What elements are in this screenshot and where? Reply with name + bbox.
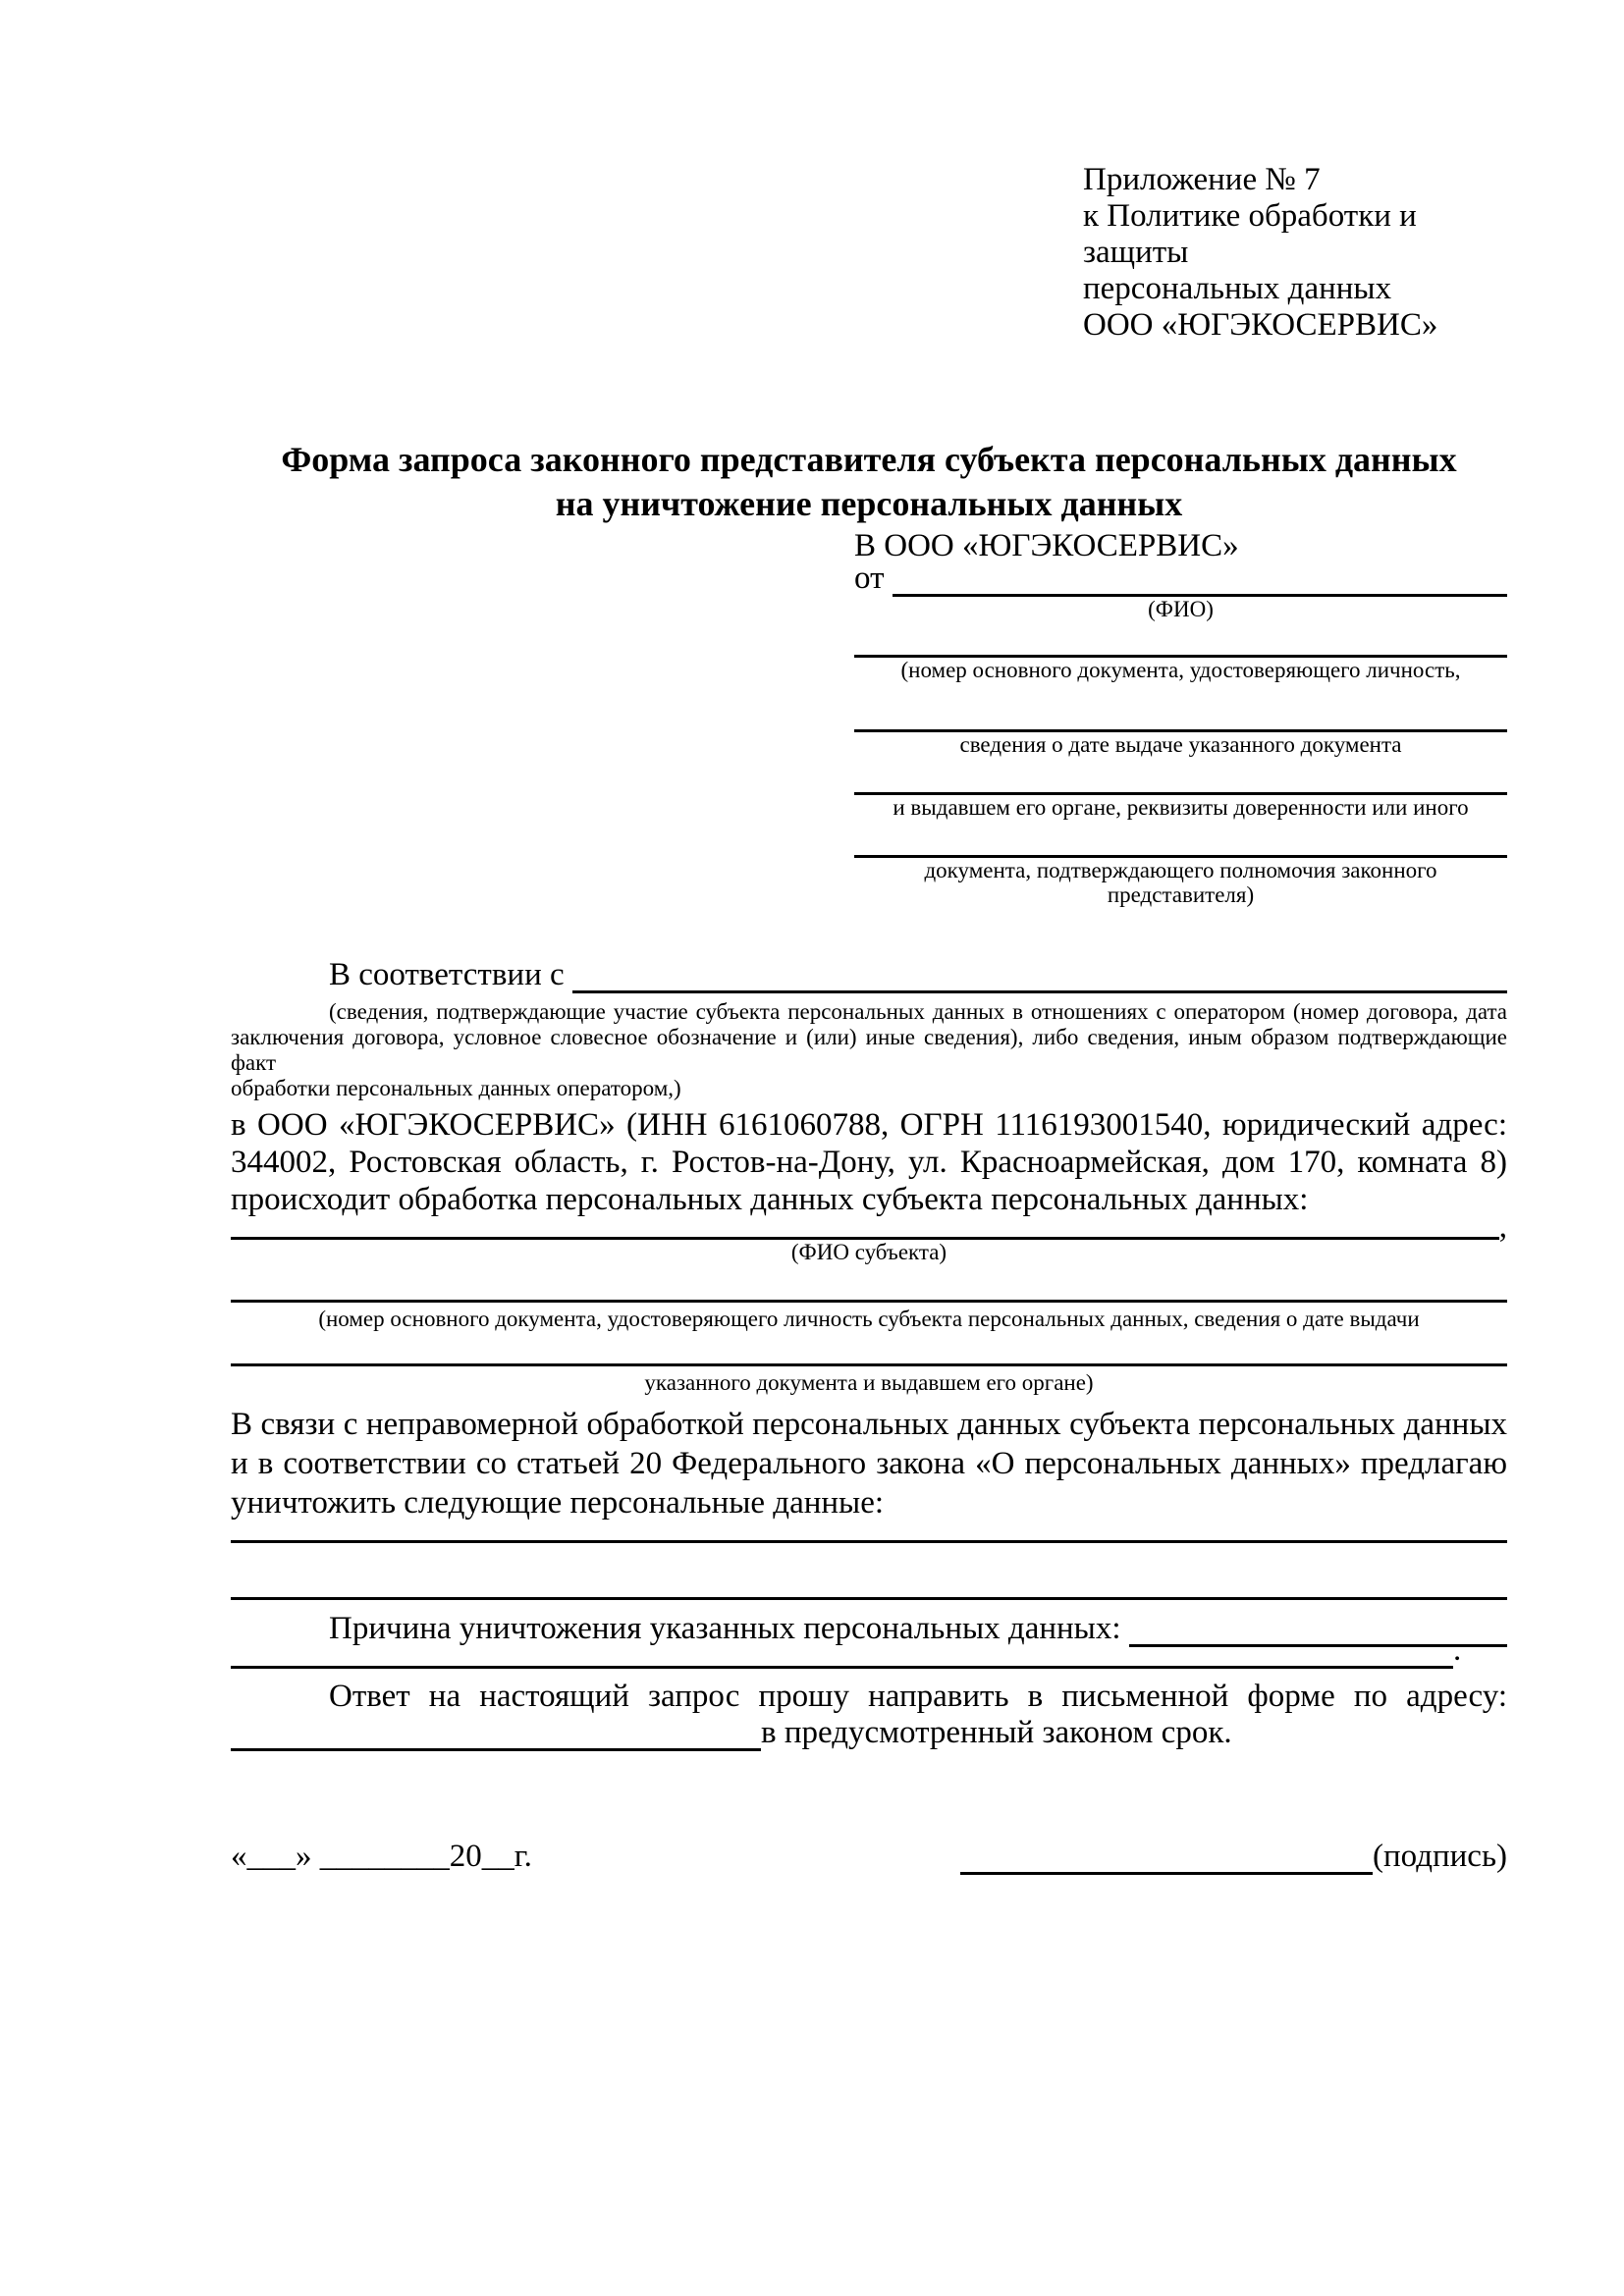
accordance-blank-line[interactable] [572, 958, 1507, 993]
representative-doc-field [854, 629, 1507, 682]
accordance-caption-line: заключения договора, условное словесное обозначение и (или) иные сведения), либо сведения, иным образом подтверждающие факт [231, 1025, 1507, 1075]
accordance-caption [231, 999, 1507, 1101]
accordance-row [231, 958, 1507, 993]
subject-doc-caption-line2: указанного документа и выдавшем его органе) [644, 1370, 1094, 1395]
subject-doc-blank-line[interactable] [231, 1300, 1507, 1303]
subject-fio-blank-line[interactable] [231, 1222, 1499, 1240]
from-row [854, 561, 1507, 597]
field-caption: и выдавшем его органе, реквизиты доверенности или иного [893, 795, 1469, 820]
from-label: от [854, 561, 893, 596]
appendix-line: Приложение № 7 [1083, 162, 1321, 197]
destruction-paragraph-line: В связи с неправомерной обработкой персональных данных субъекта персональных данных [231, 1407, 1507, 1442]
subject-doc-caption-line1: (номер основного документа, удостоверяющего личность субъекта персональных данных, сведения о дате выдачи [318, 1307, 1420, 1331]
answer-paragraph-line1: Ответ на настоящий запрос прошу направить в письменной форме по адресу: [329, 1679, 1507, 1714]
destruction-paragraph-line: уничтожить следующие персональные данные: [231, 1485, 885, 1521]
reason-label: Причина уничтожения указанных персональных данных: [329, 1611, 1129, 1646]
doc-issue-date-field [854, 704, 1507, 757]
representative-doc-blank-line[interactable] [854, 629, 1507, 658]
field-caption: (номер основного документа, удостоверяющего личность, [900, 658, 1461, 682]
reason-continuation-blank-line[interactable] [231, 1647, 1453, 1669]
accordance-label: В соответствии с [329, 957, 572, 992]
form-title [231, 438, 1507, 526]
form-title-line1: Форма запроса законного представителя субъекта персональных данных [281, 440, 1457, 479]
data-to-destroy-blank-line-1[interactable] [231, 1540, 1507, 1543]
reason-continuation-row [231, 1632, 1507, 1669]
accordance-caption-line: обработки персональных данных оператором,) [231, 1076, 681, 1100]
form-title-line2: на уничтожение персональных данных [555, 484, 1183, 523]
reason-period: . [1453, 1632, 1462, 1668]
operator-paragraph-line: 344002, Ростовская область, г. Ростов-на-Дону, ул. Красноармейская, дом 170, комната 8) [231, 1145, 1507, 1180]
reason-row [231, 1611, 1507, 1647]
appendix-line: к Политике обработки и защиты [1083, 198, 1417, 270]
appendix-line: ООО «ЮГЭКОСЕРВИС» [1083, 307, 1438, 343]
destruction-paragraph-line: и в соответствии со статьей 20 Федерального закона «О персональных данных» предлагаю [231, 1446, 1507, 1481]
data-to-destroy-blank-line-2[interactable] [231, 1597, 1507, 1600]
subject-doc-authority-blank-line[interactable] [231, 1363, 1507, 1366]
subject-fio-caption: (ФИО субъекта) [790, 1240, 947, 1264]
date-blank-line[interactable]: «___» ________20__г. [231, 1839, 532, 1874]
representative-fio-blank-line[interactable] [893, 565, 1507, 597]
authority-confirmation-field [854, 829, 1507, 907]
fio-caption: (ФИО) [1148, 597, 1214, 621]
destruction-paragraph [231, 1405, 1507, 1522]
signature-group [960, 1839, 1507, 1875]
authority-confirmation-blank-line[interactable] [854, 829, 1507, 858]
operator-paragraph-line: происходит обработка персональных данных субъекта персональных данных: [231, 1182, 1309, 1217]
addressee-organization: В ООО «ЮГЭКОСЕРВИС» [854, 528, 1239, 563]
subject-fio-row [231, 1209, 1507, 1245]
operator-paragraph-line: в ООО «ЮГЭКОСЕРВИС» (ИНН 6161060788, ОГРН 1116193001540, юридический адрес: [231, 1107, 1507, 1143]
doc-issue-date-blank-line[interactable] [854, 704, 1507, 732]
doc-authority-blank-line[interactable] [854, 767, 1507, 795]
answer-address-row [231, 1716, 1507, 1751]
field-caption: сведения о дате выдаче указанного документа [959, 732, 1402, 757]
operator-paragraph [231, 1106, 1507, 1218]
reason-blank-line[interactable] [1129, 1614, 1507, 1647]
doc-authority-field [854, 767, 1507, 820]
subject-fio-comma: , [1498, 1209, 1507, 1245]
accordance-caption-line: (сведения, подтверждающие участие субъекта персональных данных в отношениях с оператором (номер договора, дата [329, 999, 1507, 1024]
footer-row [231, 1839, 1507, 1875]
appendix-note [1083, 162, 1507, 344]
signature-caption: (подпись) [1373, 1839, 1507, 1874]
signature-blank-line[interactable] [960, 1839, 1373, 1875]
answer-suffix: в предусмотренный законом срок. [761, 1715, 1232, 1750]
field-caption: документа, подтверждающего полномочия законного представителя) [924, 858, 1437, 907]
addressee-block [854, 526, 1507, 907]
appendix-line: персональных данных [1083, 271, 1392, 306]
answer-address-blank-line[interactable] [231, 1716, 761, 1751]
